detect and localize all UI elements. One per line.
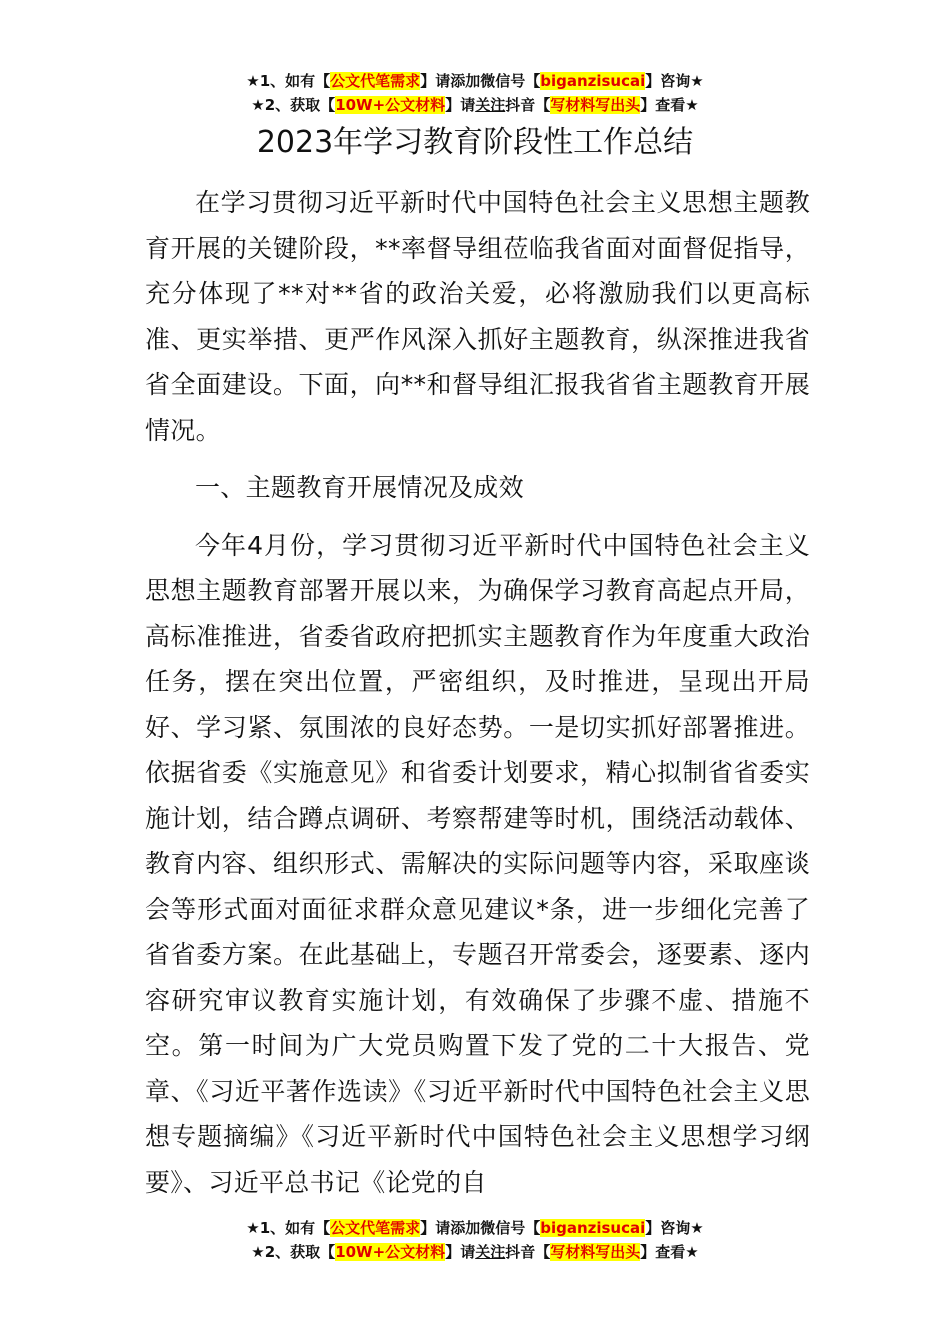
paragraph: 在学习贯彻习近平新时代中国特色社会主义思想主题教育开展的关键阶段，**率督导组莅临我省面对面督促指导，充分体现了**对**省的政治关爱，必将激励我们以更高标准、更实举措、更严作风深入抓好主题教育，纵深推进我省省全面建设。下面，向**和督导组汇报我省省主题教育开展情况。 xyxy=(145,188,810,445)
banner-text: 】请 xyxy=(445,96,476,114)
banner-text: 】请 xyxy=(445,1243,476,1261)
banner-text: ★2、获取【 xyxy=(251,1243,336,1261)
section-heading: 一、主题教育开展情况及成效 xyxy=(195,473,524,502)
banner-text: 关注 xyxy=(475,96,506,114)
banner-text: 】查看★ xyxy=(640,1243,699,1261)
banner-highlight: 公文代笔需求 xyxy=(330,1219,421,1237)
banner-text: 】咨询★ xyxy=(645,72,704,90)
paragraph: 今年4月份，学习贯彻习近平新时代中国特色社会主义思想主题教育部署开展以来，为确保学习教育高起点开局，高标准推进，省委省政府把抓实主题教育作为年度重大政治任务，摆在突出位置，严密组织，及时推进，呈现出开局好、学习紧、氛围浓的良好态势。一是切实抓好部署推进。依据省委《实施意见》和省委计划要求，精心拟制省省委实施计划，结合蹲点调研、考察帮建等时机，围绕活动载体、教育内容、组织形式、需解决的实际问题等内容，采取座谈会等形式面对面征求群众意见建议*条，进一步细化完善了省省委方案。在此基础上，专题召开常委会，逐要素、逐内容研究审议教育实施计划，有效确保了步骤不虚、措施不空。第一时间为广大党员购置下发了党的二十大报告、党章、《习近平著作选读》《习近平新时代中国特色社会主义思想专题摘编》《习近平新时代中国特色社会主义思想学习纲要》、习近平总书记《论党的自 xyxy=(145,530,810,1197)
banner-highlight: 10W+公文材料 xyxy=(335,1243,446,1261)
banner-highlight: 写材料写出头 xyxy=(550,96,641,114)
banner-text: ★1、如有【 xyxy=(246,1219,331,1237)
footer-banner xyxy=(0,1216,950,1264)
banner-line-1 xyxy=(0,1216,950,1240)
banner-highlight: 写材料写出头 xyxy=(550,1243,641,1261)
banner-text: 】咨询★ xyxy=(645,1219,704,1237)
banner-highlight: biganzisucai xyxy=(540,1219,646,1237)
banner-highlight: biganzisucai xyxy=(540,72,646,90)
banner-text: 】查看★ xyxy=(640,96,699,114)
banner-highlight: 10W+公文材料 xyxy=(335,96,446,114)
banner-line-2 xyxy=(0,1240,950,1264)
banner-text: 】请添加微信号【 xyxy=(420,72,541,90)
document-body xyxy=(145,180,810,1205)
header-banner xyxy=(0,69,950,117)
banner-highlight: 公文代笔需求 xyxy=(330,72,421,90)
banner-text: 抖音【 xyxy=(505,1243,551,1261)
document-title: 2023年学习教育阶段性工作总结 xyxy=(256,125,694,160)
banner-line-2 xyxy=(0,93,950,117)
banner-text: ★1、如有【 xyxy=(246,72,331,90)
banner-text: ★2、获取【 xyxy=(251,96,336,114)
banner-line-1 xyxy=(0,69,950,93)
banner-text: 抖音【 xyxy=(505,96,551,114)
banner-text: 关注 xyxy=(475,1243,506,1261)
banner-text: 】请添加微信号【 xyxy=(420,1219,541,1237)
